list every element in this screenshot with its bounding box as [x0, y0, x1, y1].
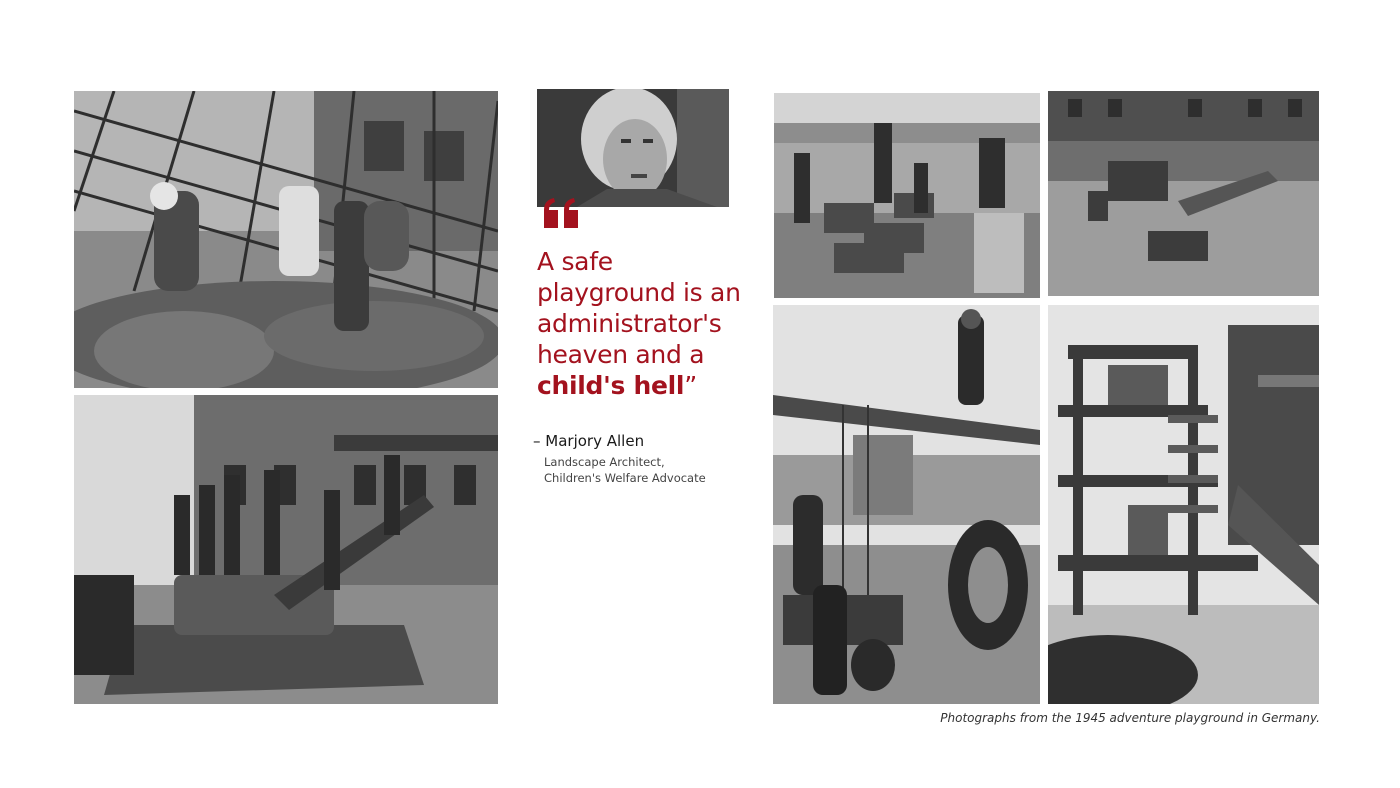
- photo-marjory-allen-portrait: [537, 89, 729, 207]
- photo-caption: Photographs from the 1945 adventure playground in Germany.: [940, 711, 1320, 725]
- photo-children-building-blocks: [774, 93, 1040, 298]
- photo-children-on-rope-net: [74, 91, 498, 388]
- quote-line-last: [537, 370, 757, 401]
- attribution-name-text: Marjory Allen: [545, 432, 645, 450]
- quote-mark-icon: [540, 196, 584, 236]
- attribution-role-line: Landscape Architect,: [544, 455, 665, 469]
- photo-wooden-tower: [1048, 305, 1319, 704]
- attribution-role-line: Children's Welfare Advocate: [544, 471, 706, 485]
- photo-playground-street: [1048, 91, 1319, 296]
- attribution-name: [533, 432, 644, 450]
- photo-boy-on-beam-tire-swing: [773, 305, 1040, 704]
- quote-emphasis: child's hell: [537, 371, 685, 400]
- quote-close: ”: [684, 371, 697, 400]
- attribution-dash: –: [533, 432, 541, 450]
- quote-line: administrator's: [537, 309, 722, 338]
- quote-line: playground is an: [537, 278, 741, 307]
- attribution-role: [544, 454, 706, 486]
- quote-line: A safe: [537, 247, 613, 276]
- photo-children-on-tank: [74, 395, 498, 704]
- quote-line: heaven and a: [537, 340, 705, 369]
- quote-text: [537, 246, 757, 401]
